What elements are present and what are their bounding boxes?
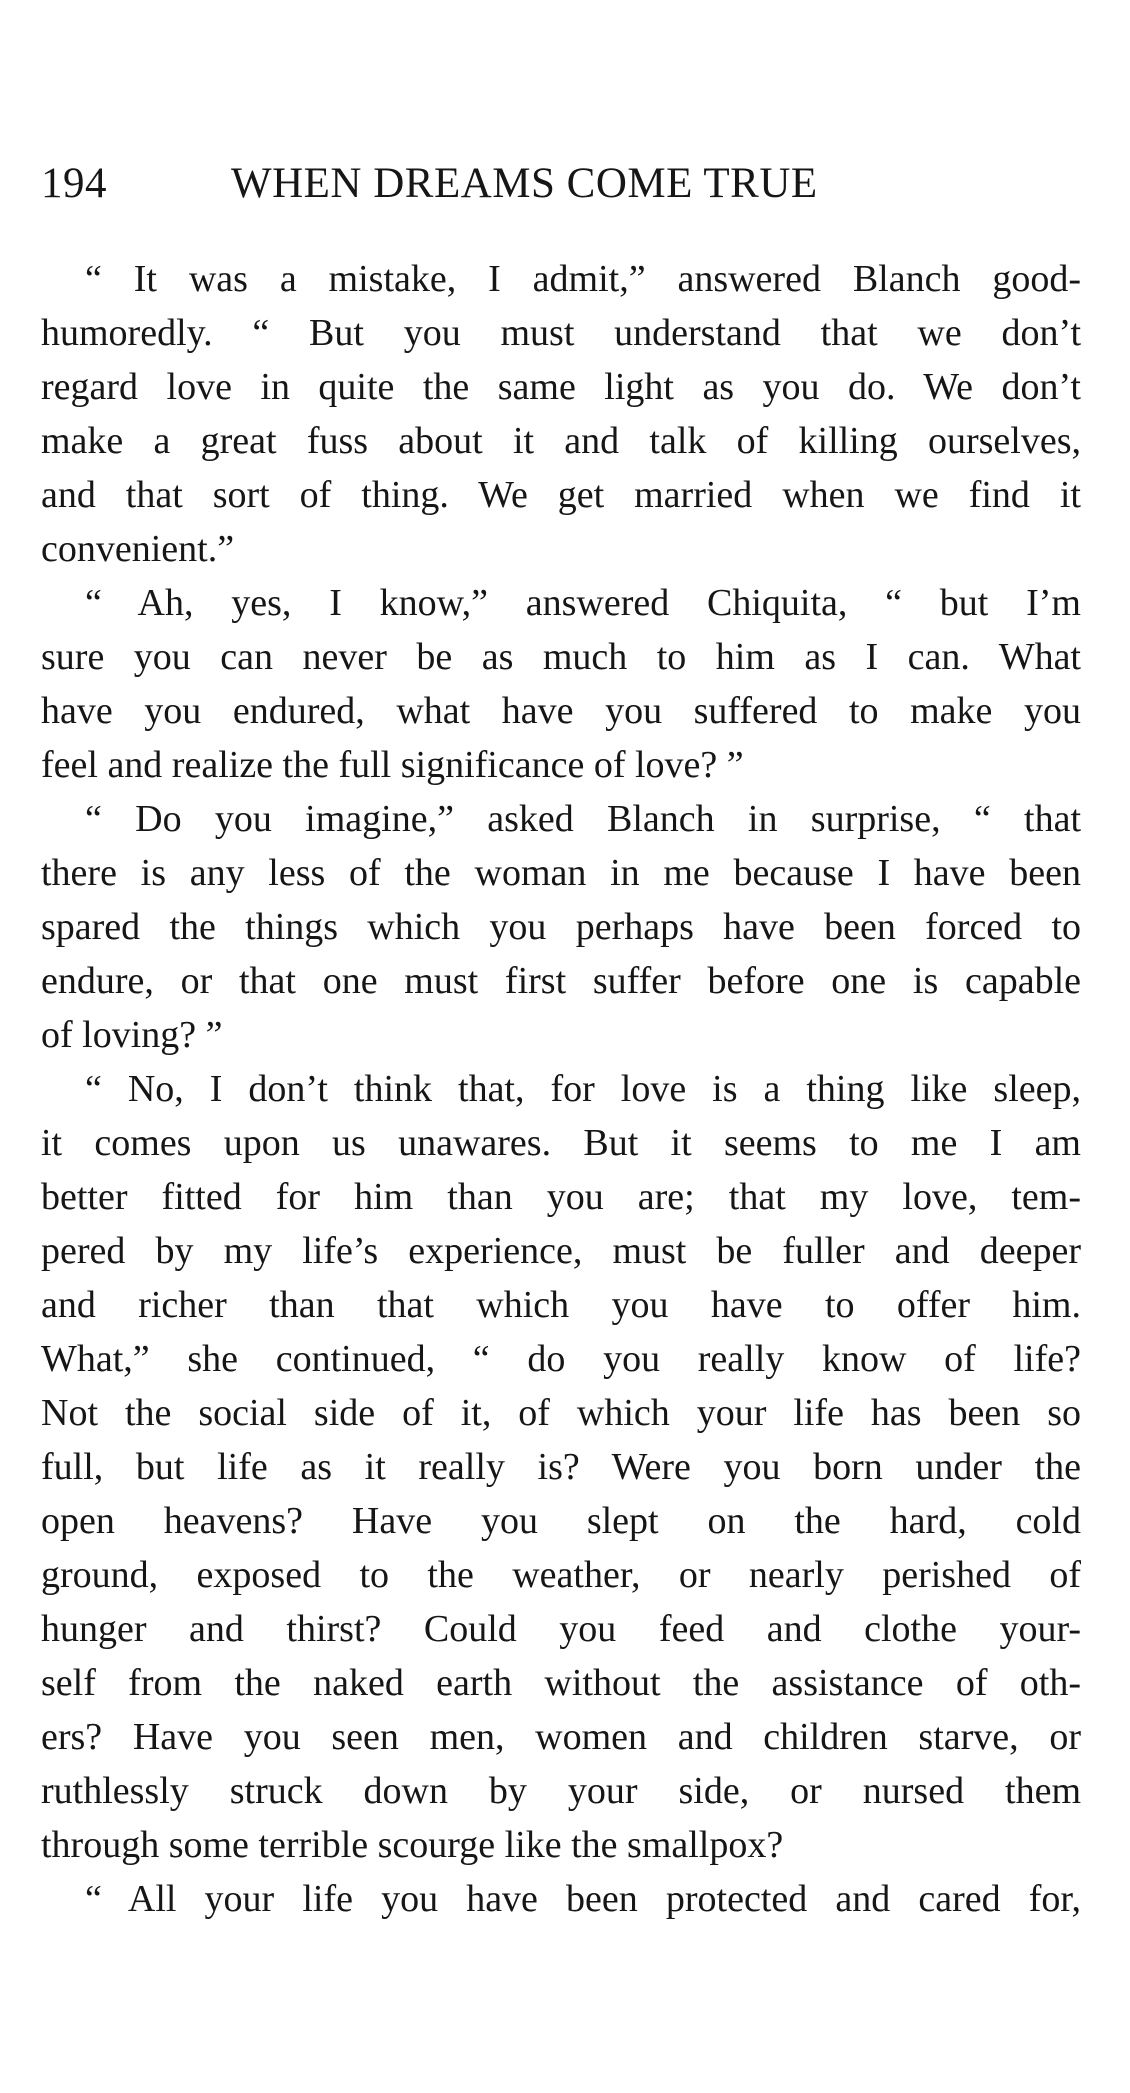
text-line: hunger and thirst? Could you feed and clothe your- — [41, 1608, 1081, 1650]
text-line: and richer than that which you have to offer him. — [41, 1284, 1081, 1326]
text-line: ruthlessly struck down by your side, or nursed them — [41, 1770, 1081, 1812]
text-line: “ It was a mistake, I admit,” answered Blanch good- — [85, 258, 1081, 300]
text-line: “ Do you imagine,” asked Blanch in surprise, “ that — [85, 798, 1081, 840]
text-line: better fitted for him than you are; that my love, tem- — [41, 1176, 1081, 1218]
text-line: and that sort of thing. We get married when we find it — [41, 474, 1081, 516]
text-line: “ No, I don’t think that, for love is a thing like sleep, — [85, 1068, 1081, 1110]
text-line: regard love in quite the same light as you do. We don’t — [41, 366, 1081, 408]
text-line: of loving? ” — [41, 1014, 223, 1056]
text-line: full, but life as it really is? Were you born under the — [41, 1446, 1081, 1488]
running-title: WHEN DREAMS COME TRUE — [231, 160, 818, 207]
text-line: through some terrible scourge like the smallpox? — [41, 1824, 784, 1866]
text-line: endure, or that one must first suffer before one is capable — [41, 960, 1081, 1002]
text-line: pered by my life’s experience, must be fuller and deeper — [41, 1230, 1081, 1272]
text-line: spared the things which you perhaps have been forced to — [41, 906, 1081, 948]
text-line: there is any less of the woman in me because I have been — [41, 852, 1081, 894]
text-line: What,” she continued, “ do you really know of life? — [41, 1338, 1081, 1380]
text-line: Not the social side of it, of which your life has been so — [41, 1392, 1081, 1434]
text-line: ground, exposed to the weather, or nearly perished of — [41, 1554, 1081, 1596]
text-line: open heavens? Have you slept on the hard, cold — [41, 1500, 1081, 1542]
text-line: it comes upon us unawares. But it seems to me I am — [41, 1122, 1081, 1164]
text-line: have you endured, what have you suffered to make you — [41, 690, 1081, 732]
text-line: self from the naked earth without the assistance of oth- — [41, 1662, 1081, 1704]
text-line: convenient.” — [41, 528, 235, 570]
body-text — [41, 252, 1081, 1926]
text-line: humoredly. “ But you must understand that we don’t — [41, 312, 1081, 354]
running-header — [41, 154, 1081, 214]
text-line: sure you can never be as much to him as I can. What — [41, 636, 1081, 678]
text-line: ers? Have you seen men, women and children starve, or — [41, 1716, 1081, 1758]
text-line: make a great fuss about it and talk of killing ourselves, — [41, 420, 1081, 462]
text-line: “ All your life you have been protected and cared for, — [85, 1878, 1081, 1920]
text-line: “ Ah, yes, I know,” answered Chiquita, “ but I’m — [85, 582, 1081, 624]
page-number: 194 — [41, 160, 107, 207]
text-line: feel and realize the full significance of love? ” — [41, 744, 744, 786]
